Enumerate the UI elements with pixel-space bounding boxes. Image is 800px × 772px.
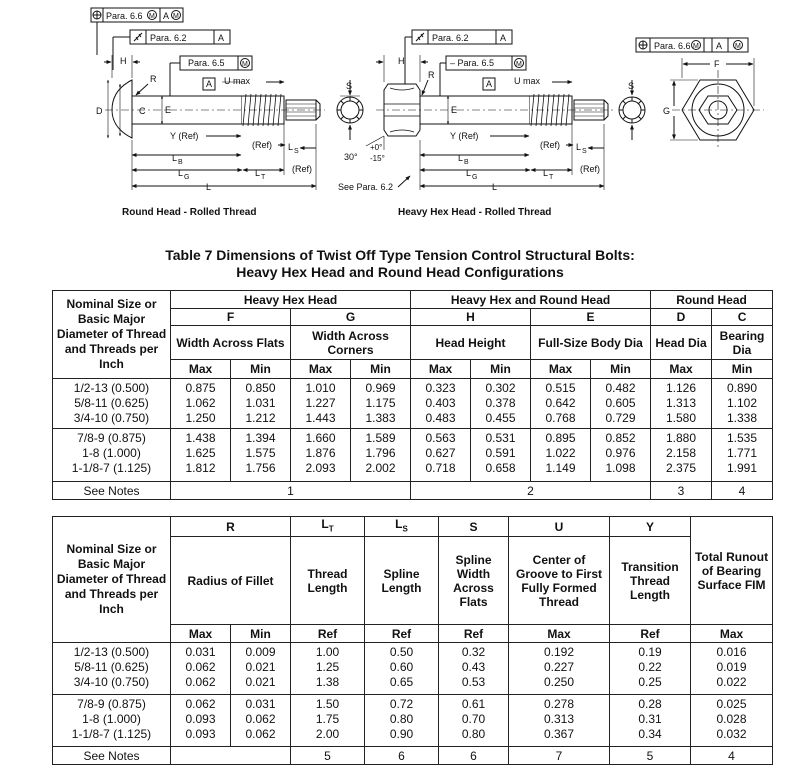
svg-text:(Ref): (Ref) — [540, 140, 560, 150]
svg-text:M: M — [149, 13, 155, 20]
svg-text:T: T — [549, 174, 554, 181]
value-cell: 1.00 1.25 1.38 — [291, 643, 365, 695]
svg-text:U max: U max — [514, 76, 541, 86]
subhead: Max — [531, 360, 591, 379]
fcf-endview — [636, 38, 748, 52]
svg-text:H: H — [120, 56, 127, 66]
round-head-shape — [112, 80, 132, 138]
subhead: Max — [171, 360, 231, 379]
svg-text:Para. 6.2: Para. 6.2 — [150, 33, 187, 43]
value-cell: 1.394 1.575 1.756 — [231, 429, 291, 482]
svg-text:(Ref): (Ref) — [580, 164, 600, 174]
fcf-round-top — [91, 8, 183, 55]
col-letter-G: G — [291, 309, 411, 326]
svg-text:See Para. 6.2: See Para. 6.2 — [338, 182, 394, 192]
svg-text:C: C — [139, 106, 146, 116]
col-letter-LS: $L_S$ — [365, 517, 439, 537]
value-cell: 1.438 1.625 1.812 — [171, 429, 231, 482]
svg-text:+0°: +0° — [370, 143, 383, 152]
value-cell: 1.535 1.771 1.991 — [712, 429, 773, 482]
note-ref: 5 — [610, 747, 691, 765]
value-cell: 0.50 0.60 0.65 — [365, 643, 439, 695]
col-letter-C: C — [712, 309, 773, 326]
svg-text:Para. 6.2: Para. 6.2 — [432, 33, 469, 43]
size-cell: 1/2-13 (0.500) 5/8-11 (0.625) 3/4-10 (0.750) — [53, 643, 171, 695]
svg-text:L: L — [492, 182, 498, 192]
svg-text:R: R — [150, 74, 157, 84]
value-cell: 1.660 1.876 2.093 — [291, 429, 351, 482]
svg-text:B: B — [178, 159, 183, 166]
note-ref — [171, 747, 291, 765]
value-cell: 0.278 0.313 0.367 — [509, 695, 610, 747]
svg-text:M: M — [516, 61, 522, 68]
note-ref: 7 — [509, 747, 610, 765]
value-cell: 0.890 1.102 1.338 — [712, 379, 773, 429]
svg-text:U max: U max — [224, 76, 251, 86]
size-cell: 7/8-9 (0.875) 1-8 (1.000) 1-1/8-7 (1.125) — [53, 695, 171, 747]
round-head-drawing — [91, 8, 363, 192]
group-heavy-hex-and-round-head: Heavy Hex and Round Head — [411, 291, 651, 309]
size-cell: 1/2-13 (0.500) 5/8-11 (0.625) 3/4-10 (0.750) — [53, 379, 171, 429]
svg-text:(Ref): (Ref) — [292, 164, 312, 174]
subhead: Max — [651, 360, 712, 379]
col-name-head-height: Head Height — [411, 326, 531, 360]
svg-text:B: B — [464, 159, 469, 166]
note-ref: 3 — [651, 482, 712, 500]
svg-text:A: A — [500, 33, 507, 43]
svg-text:A: A — [486, 79, 493, 89]
svg-text:Y (Ref): Y (Ref) — [450, 131, 479, 141]
table-heads — [52, 290, 773, 500]
note-ref: 4 — [691, 747, 773, 765]
value-cell: 0.482 0.605 0.729 — [591, 379, 651, 429]
col-letter-D: D — [651, 309, 712, 326]
svg-text:Para. 6.5: Para. 6.5 — [188, 58, 225, 68]
col-name-transition-thread-length: Transition Thread Length — [610, 537, 691, 625]
value-cell: 0.515 0.642 0.768 — [531, 379, 591, 429]
svg-text:D: D — [96, 106, 103, 116]
svg-text:L: L — [206, 182, 212, 192]
col-name-head-dia: Head Dia — [651, 326, 712, 360]
hex-end-view — [636, 38, 764, 150]
col-name-center-of-groove: Center of Groove to First Fully Formed Thread — [509, 537, 610, 625]
subhead: Min — [231, 625, 291, 643]
col-name-full-size-body-dia: Full-Size Body Dia — [531, 326, 651, 360]
value-cell: 0.062 0.093 0.093 — [171, 695, 231, 747]
col-letter-U: U — [509, 517, 610, 537]
svg-text:E: E — [451, 105, 458, 115]
svg-text:A: A — [206, 79, 213, 89]
col-letter-Y: Y — [610, 517, 691, 537]
svg-text:L: L — [178, 168, 184, 178]
svg-text:Y (Ref): Y (Ref) — [170, 131, 199, 141]
svg-text:S: S — [582, 148, 587, 155]
svg-text:M: M — [173, 13, 179, 20]
note-ref: 4 — [712, 482, 773, 500]
svg-text:S: S — [346, 81, 353, 91]
value-cell: 0.323 0.403 0.483 — [411, 379, 471, 429]
svg-text:F: F — [714, 59, 720, 69]
note-ref: 1 — [171, 482, 411, 500]
subhead: Min — [351, 360, 411, 379]
subhead: Ref — [291, 625, 365, 643]
value-cell: 0.895 1.022 1.149 — [531, 429, 591, 482]
svg-text:30°: 30° — [344, 152, 358, 162]
svg-text:H: H — [398, 56, 405, 66]
see-notes-label: See Notes — [53, 747, 171, 765]
value-cell: 1.50 1.75 2.00 — [291, 695, 365, 747]
caption-round-head: Round Head - Rolled Thread — [122, 207, 257, 218]
svg-text:-15°: -15° — [370, 154, 385, 163]
value-cell: 0.32 0.43 0.53 — [439, 643, 509, 695]
value-cell: 0.61 0.70 0.80 — [439, 695, 509, 747]
svg-text:(Ref): (Ref) — [252, 140, 272, 150]
svg-text:E: E — [165, 105, 172, 115]
value-cell: 0.531 0.591 0.658 — [471, 429, 531, 482]
svg-text:A: A — [218, 33, 225, 43]
col-name-radius-of-fillet: Radius of Fillet — [171, 537, 291, 625]
value-cell: 0.72 0.80 0.90 — [365, 695, 439, 747]
group-round-head: Round Head — [651, 291, 773, 309]
value-cell: 0.28 0.31 0.34 — [610, 695, 691, 747]
svg-text:M: M — [693, 43, 699, 50]
svg-text:L: L — [576, 142, 582, 152]
svg-text:A: A — [163, 11, 170, 21]
value-cell: 1.126 1.313 1.580 — [651, 379, 712, 429]
hex-head-drawing — [338, 30, 645, 192]
see-notes-label: See Notes — [53, 482, 171, 500]
value-cell: 0.031 0.062 0.062 — [171, 643, 231, 695]
table-title-line2: Heavy Hex Head and Round Head Configurations — [236, 264, 564, 280]
value-cell: 0.192 0.227 0.250 — [509, 643, 610, 695]
svg-text:S: S — [628, 81, 635, 91]
value-cell: 0.969 1.175 1.383 — [351, 379, 411, 429]
svg-text:G: G — [184, 174, 190, 181]
subhead: Max — [691, 625, 773, 643]
svg-text:R: R — [428, 70, 435, 80]
col-name-spline-length: Spline Length — [365, 537, 439, 625]
svg-text:L: L — [458, 153, 464, 163]
hex-spline-end-view — [619, 80, 645, 140]
svg-text:L: L — [255, 168, 261, 178]
value-cell: 1.589 1.796 2.002 — [351, 429, 411, 482]
note-ref: 6 — [439, 747, 509, 765]
svg-text:L: L — [172, 153, 178, 163]
value-cell: 0.302 0.378 0.455 — [471, 379, 531, 429]
col-name-thread-length: Thread Length — [291, 537, 365, 625]
col-name-width-across-corners: Width Across Corners — [291, 326, 411, 360]
fcf-round-top-text: Para. 6.6 — [106, 11, 143, 21]
subhead: Max — [171, 625, 231, 643]
group-heavy-hex-head: Heavy Hex Head — [171, 291, 411, 309]
table-threads — [52, 516, 773, 765]
col-letter-H: H — [411, 309, 531, 326]
value-cell: 0.025 0.028 0.032 — [691, 695, 773, 747]
svg-text:M: M — [735, 43, 741, 50]
col-name-bearing-dia: Bearing Dia — [712, 326, 773, 360]
subhead: Max — [509, 625, 610, 643]
subhead: Max — [291, 360, 351, 379]
svg-text:– Para. 6.5: – Para. 6.5 — [450, 58, 495, 68]
subhead: Min — [712, 360, 773, 379]
col-letter-E: E — [531, 309, 651, 326]
round-spline-end-view — [337, 80, 363, 140]
subhead: Max — [411, 360, 471, 379]
fcf-hex-runout — [405, 30, 512, 84]
note-ref: 2 — [411, 482, 651, 500]
bolt-drawings — [0, 0, 800, 230]
subhead: Ref — [365, 625, 439, 643]
note-ref: 6 — [365, 747, 439, 765]
value-cell: 0.19 0.22 0.25 — [610, 643, 691, 695]
value-cell: 0.563 0.627 0.718 — [411, 429, 471, 482]
caption-hex-head: Heavy Hex Head - Rolled Thread — [398, 207, 552, 218]
value-cell: 1.010 1.227 1.443 — [291, 379, 351, 429]
subhead: Ref — [439, 625, 509, 643]
svg-text:S: S — [294, 148, 299, 155]
value-cell: 0.850 1.031 1.212 — [231, 379, 291, 429]
subhead: Min — [591, 360, 651, 379]
svg-text:A: A — [716, 41, 723, 51]
col-name-width-across-flats: Width Across Flats — [171, 326, 291, 360]
row-label-header: Nominal Size or Basic Major Diameter of Thread and Threads per Inch — [53, 291, 171, 379]
col-letter-LT: $L_T$ — [291, 517, 365, 537]
svg-text:L: L — [288, 142, 294, 152]
col-letter-F: F — [171, 309, 291, 326]
value-cell: 0.016 0.019 0.022 — [691, 643, 773, 695]
value-cell: 0.852 0.976 1.098 — [591, 429, 651, 482]
note-ref: 5 — [291, 747, 365, 765]
col-letter-R: R — [171, 517, 291, 537]
svg-text:L: L — [466, 168, 472, 178]
col-name-total-runout: Total Runout of Bearing Surface FIM — [691, 517, 773, 625]
svg-text:G: G — [472, 174, 478, 181]
value-cell: 1.880 2.158 2.375 — [651, 429, 712, 482]
subhead: Ref — [610, 625, 691, 643]
value-cell: 0.031 0.062 0.062 — [231, 695, 291, 747]
svg-text:Para. 6.6: Para. 6.6 — [654, 41, 691, 51]
value-cell: 0.875 1.062 1.250 — [171, 379, 231, 429]
table-title-line1: Table 7 Dimensions of Twist Off Type Tension Control Structural Bolts: — [165, 247, 635, 263]
subhead: Min — [471, 360, 531, 379]
svg-text:G: G — [663, 106, 671, 116]
col-letter-S: S — [439, 517, 509, 537]
subhead: Min — [231, 360, 291, 379]
col-name-spline-width: Spline Width Across Flats — [439, 537, 509, 625]
svg-text:L: L — [543, 168, 549, 178]
value-cell: 0.009 0.021 0.021 — [231, 643, 291, 695]
size-cell: 7/8-9 (0.875) 1-8 (1.000) 1-1/8-7 (1.125) — [53, 429, 171, 482]
svg-text:T: T — [261, 174, 266, 181]
svg-text:M: M — [242, 61, 248, 68]
row-label-header-2: Nominal Size or Basic Major Diameter of Thread and Threads per Inch — [53, 517, 171, 643]
